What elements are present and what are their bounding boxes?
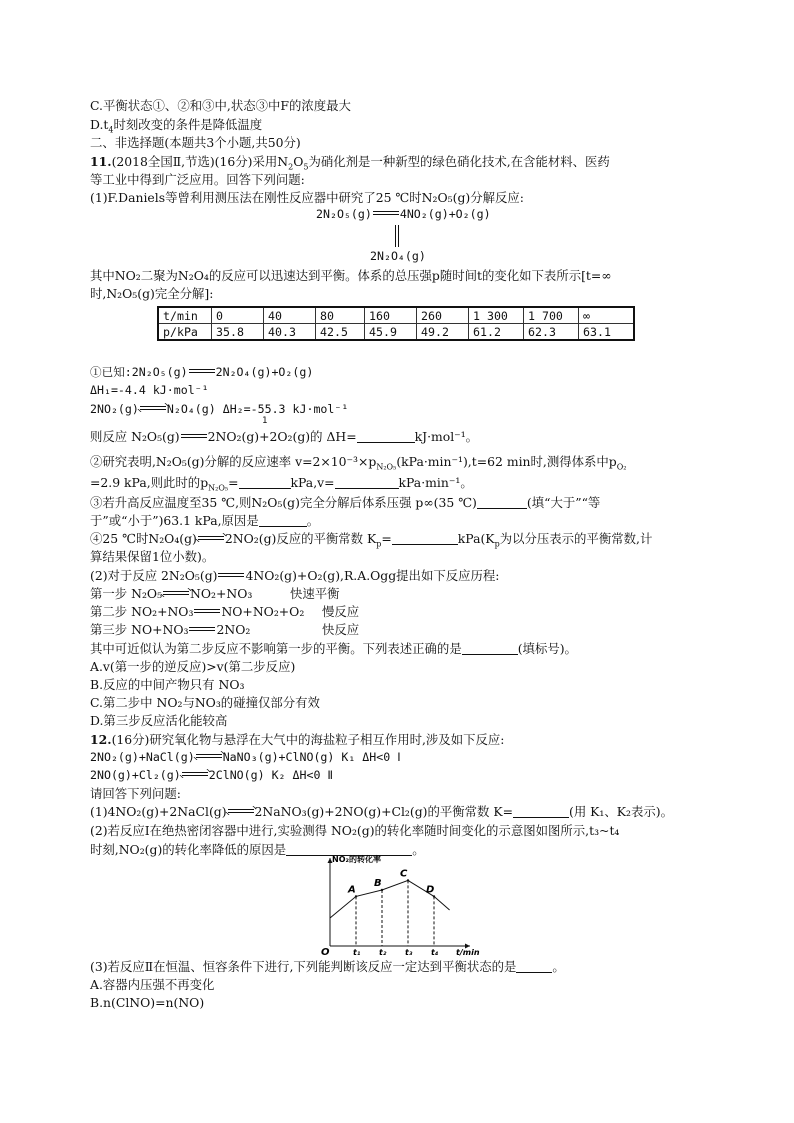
- point-label: A: [348, 884, 356, 896]
- option-b: B.反应的中间产物只有 NO₃: [90, 677, 245, 692]
- table-cell: 260: [417, 307, 469, 324]
- question-11-line3: (1)F.Daniels等曾利用测压法在刚性反应器中研究了25 ℃时N₂O₅(g)分解反应:: [90, 190, 524, 205]
- reversible-arrow-icon: [227, 807, 255, 815]
- r2q-pre: 2NO(g)+Cl₂(g): [90, 768, 181, 782]
- table-cell: 62.3: [524, 324, 579, 341]
- rate-b-pre: =2.9 kPa,则此时的p: [90, 475, 209, 490]
- q11-a-sub: 2: [288, 162, 294, 172]
- q12-reaction-1: [90, 749, 401, 766]
- reversible-arrow-icon: [139, 404, 167, 412]
- table-cell: 35.8: [212, 324, 264, 341]
- rate-b-mid: =: [228, 475, 239, 490]
- table-row-pressure: [158, 324, 634, 341]
- temp-b-pre: 于”或“小于”)63.1 kPa,原因是: [90, 513, 259, 528]
- pressure-table: [157, 306, 635, 341]
- q12-intro: (16分)研究氧化物与悬浮在大气中的海盐粒子相互作用时,涉及如下反应:: [111, 732, 505, 747]
- r2-pre: 2NO₂(g): [90, 402, 139, 416]
- r1-post: NaNO₃(g)+ClNO(g) K₁ ΔH<0 Ⅰ: [222, 750, 401, 764]
- option-a: A.v(第一步的逆反应)>v(第二步反应): [90, 659, 296, 674]
- question-11-line5: 时,N₂O₅(g)完全分解]:: [90, 286, 214, 301]
- temp-line-b: [90, 512, 319, 529]
- step3-b: 2NO₂: [216, 622, 251, 637]
- answer-blank[interactable]: [239, 476, 291, 489]
- option-c-2: C.第二步中 NO₂与NO₃的碰撞仅部分有效: [90, 695, 320, 710]
- q12-option-a: A.容器内压强不再变化: [90, 977, 215, 992]
- note-pre: 其中可近似认为第二步反应不影响第一步的平衡。下列表述正确的是: [90, 641, 462, 656]
- reaction-2: [90, 401, 348, 418]
- kp-a-mid2: =: [381, 531, 392, 546]
- equals-arrow-icon: [217, 572, 245, 579]
- rxn-right: 4NO₂(g)+O₂(g): [399, 207, 491, 221]
- part2-note: [90, 640, 577, 657]
- option-d: [90, 116, 262, 133]
- option-c: C.平衡状态①、②和③中,状态③中F的浓度最大: [90, 98, 351, 113]
- temp-a-pre: ③若升高反应温度至35 ℃,则N₂O₅(g)完全分解后体系压强 p∞(35 ℃): [90, 495, 477, 510]
- then-pre: 则反应 N₂O₅(g): [90, 429, 180, 444]
- question-11-line2: 等工业中得到广泛应用。回答下列问题:: [90, 172, 305, 187]
- q12-part3: [90, 958, 565, 975]
- x-tick-label: t₂: [379, 948, 387, 957]
- table-cell: t/min: [158, 307, 212, 324]
- question-12-intro: [90, 731, 504, 748]
- equals-arrow-icon: [180, 433, 208, 440]
- equals-arrow-icon: [193, 608, 221, 615]
- q11-a-sub2: 5: [303, 162, 309, 172]
- r2-post: N₂O₄(g) ΔH₂=-55.3 kJ·mol⁻¹: [166, 402, 349, 416]
- known-pre: ①已知:2N₂O₅(g): [90, 365, 188, 379]
- answer-blank[interactable]: [259, 514, 307, 527]
- kp-a-mid: 2NO₂(g)反应的平衡常数 K: [224, 531, 377, 546]
- equals-arrow-icon: [188, 626, 216, 633]
- option-d-post: 时刻改变的条件是降低温度: [113, 117, 263, 132]
- equals-arrow-icon: [372, 210, 400, 217]
- data-point: [433, 895, 435, 897]
- answer-blank[interactable]: [392, 532, 458, 545]
- kp-line-a: [90, 530, 652, 547]
- table-cell: ∞: [579, 307, 635, 324]
- data-point: [381, 889, 383, 891]
- table-cell: 61.2: [469, 324, 524, 341]
- dh1-line: ΔH₁=-4.4 kJ·mol⁻¹: [90, 383, 209, 397]
- q12-option-b: B.n(ClNO)=n(NO): [90, 995, 205, 1010]
- r2q-post: 2ClNO(g) K₂ ΔH<0 Ⅱ: [208, 768, 334, 782]
- option-d-2: D.第三步反应活化能较高: [90, 713, 228, 728]
- step2-c: 慢反应: [322, 604, 360, 619]
- section-heading: 二、非选择题(本题共3个小题,共50分): [90, 135, 301, 150]
- kp-a-pre: ④25 ℃时N₂O₄(g): [90, 531, 197, 546]
- then-post: O₂(g)的 ΔH=: [277, 429, 357, 444]
- option-d-sub: 4: [108, 125, 114, 135]
- q11-a3: 为硝化剂是一种新型的绿色硝化技术,在含能材料、医药: [308, 154, 610, 169]
- data-point: [355, 895, 357, 897]
- rxn-scheme-top: [316, 206, 491, 223]
- rate-a2: (kPa·min⁻¹),t=62 min时,测得体系中p: [396, 454, 617, 469]
- step-1: [90, 585, 340, 602]
- temp-line-a: [90, 494, 600, 511]
- origin-label: O: [321, 947, 330, 958]
- table-cell: 63.1: [579, 324, 635, 341]
- part2-intro: [90, 567, 499, 584]
- step-3: [90, 621, 360, 638]
- point-label: D: [426, 884, 435, 896]
- step-2: [90, 603, 360, 620]
- table-cell: 40.3: [264, 324, 316, 341]
- point-label: C: [400, 868, 408, 880]
- answer-blank[interactable]: [513, 805, 569, 818]
- table-cell: 1 300: [469, 307, 524, 324]
- rate-line-b: [90, 474, 473, 491]
- p1-mid: 2NaNO₃(g)+2NO(g)+Cl₂(g)的平衡常数 K=: [254, 804, 514, 819]
- q11-a: (2018全国Ⅱ,节选)(16分)采用N: [111, 154, 289, 169]
- table-cell: 45.9: [365, 324, 417, 341]
- step1-c: 快速平衡: [290, 586, 340, 601]
- q12-part2-a: (2)若反应Ⅰ在绝热密闭容器中进行,实验测得 NO₂(g)的转化率随时间变化的示意图如图所示,t₃~t₄: [90, 823, 620, 838]
- known-reaction: [90, 364, 313, 381]
- note-post: (填标号)。: [517, 641, 577, 656]
- reversible-arrow-icon: [181, 770, 209, 778]
- then-mid: 2NO₂(g)+: [207, 429, 270, 444]
- question-12-number: 12.: [90, 732, 112, 747]
- then-frac-den: 2: [269, 429, 278, 444]
- p2-b-post: 。: [412, 842, 425, 857]
- p2-b-pre: 时刻,NO₂(g)的转化率降低的原因是: [90, 842, 287, 857]
- table-cell: p/kPa: [158, 324, 212, 341]
- rate-line-a: [90, 453, 627, 470]
- equals-arrow-icon: [188, 368, 216, 375]
- p3-post: 。: [552, 959, 565, 974]
- table-cell: 0: [212, 307, 264, 324]
- then-unit: kJ·mol⁻¹。: [414, 429, 479, 444]
- table-row-time: [158, 307, 634, 324]
- fraction-numerator: 1: [262, 416, 268, 426]
- q12-reaction-2: [90, 767, 333, 784]
- p1-pre: (1)4NO₂(g)+2NaCl(g): [90, 804, 227, 819]
- x-tick-label: t₁: [353, 948, 361, 957]
- rate-b-mid2: kPa,v=: [290, 475, 335, 490]
- answer-blank[interactable]: [357, 430, 415, 443]
- answer-blank[interactable]: [335, 476, 399, 489]
- table-cell: 80: [316, 307, 365, 324]
- table-cell: 160: [365, 307, 417, 324]
- rate-b-unit: kPa·min⁻¹。: [398, 475, 473, 490]
- x-tick-label: t₄: [431, 948, 439, 957]
- double-arrow-icon-left: [395, 225, 396, 247]
- answer-blank[interactable]: [477, 496, 527, 509]
- table-cell: 49.2: [417, 324, 469, 341]
- step1-a: 第一步 N₂O₅: [90, 586, 163, 601]
- p3: (3)若反应Ⅱ在恒温、恒容条件下进行,下列能判断该反应一定达到平衡状态的是: [90, 959, 517, 974]
- kp-line-b: 算结果保留1位小数)。: [90, 549, 215, 564]
- step1-b: NO₂+NO₃: [190, 586, 253, 601]
- step2-b: NO+NO₂+O₂: [221, 604, 305, 619]
- p1-post: (用 K₁、K₂表示)。: [569, 804, 674, 819]
- answer-blank[interactable]: [516, 960, 552, 973]
- point-label: B: [374, 878, 382, 889]
- double-arrow-icon-right: [398, 225, 399, 247]
- x-tick-label: t₃: [405, 948, 413, 957]
- step3-c: 快反应: [322, 622, 360, 637]
- temp-a-post: (填“大于”“等: [526, 495, 601, 510]
- kp-a-post2: 为以分压表示的平衡常数,计: [499, 531, 653, 546]
- temp-b-post: 。: [306, 513, 320, 528]
- step2-a: 第二步 NO₂+NO₃: [90, 604, 194, 619]
- r1-pre: 2NO₂(g)+NaCl(g): [90, 750, 195, 764]
- kp-a-sub2: p: [494, 539, 500, 549]
- reversible-arrow-icon: [197, 534, 225, 542]
- step3-a: 第三步 NO+NO₃: [90, 622, 189, 637]
- table-cell: 40: [264, 307, 316, 324]
- reversible-arrow-icon: [162, 589, 190, 597]
- then-reaction: [90, 428, 478, 445]
- x-axis-label: t/min: [456, 948, 480, 957]
- rate-b-sub: N₂O₅: [208, 483, 229, 493]
- y-axis-label: NO₂的转化率: [332, 855, 381, 864]
- answer-blank[interactable]: [462, 642, 518, 655]
- rate-a-sub2: O₂: [616, 462, 627, 472]
- q11-a2: O: [293, 154, 304, 169]
- kp-a-post: kPa(K: [457, 531, 495, 546]
- kp-a-sub: p: [376, 539, 382, 549]
- conversion-chart: [312, 850, 480, 960]
- data-point: [407, 879, 409, 881]
- reversible-arrow-icon: [195, 752, 223, 760]
- known-post: 2N₂O₄(g)+O₂(g): [215, 365, 314, 379]
- option-d-pre: D.t: [90, 117, 109, 132]
- rate-a-sub: N₂O₅: [376, 462, 397, 472]
- question-11-number: 11.: [90, 154, 112, 169]
- q12-answer-prompt: 请回答下列问题:: [90, 786, 181, 801]
- table-cell: 1 700: [524, 307, 579, 324]
- question-11-line1: [90, 153, 610, 170]
- question-11-line4: 其中NO₂二聚为N₂O₄的反应可以迅速达到平衡。体系的总压强p随时间t的变化如下表所示[t=∞: [90, 268, 612, 283]
- rate-a: ②研究表明,N₂O₅(g)分解的反应速率 v=2×10⁻³×p: [90, 454, 377, 469]
- rxn-left: 2N₂O₅(g): [316, 207, 372, 221]
- intro-pre: (2)对于反应 2N₂O₅(g): [90, 568, 218, 583]
- rxn-bottom: 2N₂O₄(g): [370, 249, 426, 263]
- q12-part1: [90, 803, 673, 820]
- intro-post: 4NO₂(g)+O₂(g),R.A.Ogg提出如下反应历程:: [245, 568, 500, 583]
- table-cell: 42.5: [316, 324, 365, 341]
